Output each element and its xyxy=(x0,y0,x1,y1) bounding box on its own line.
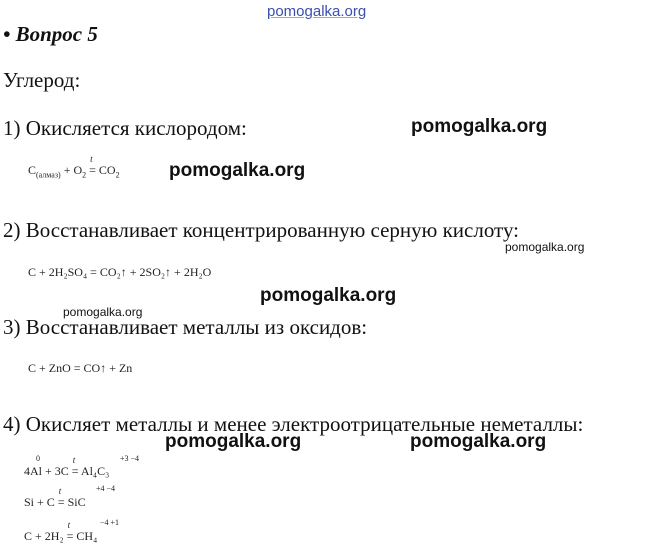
watermark-top[interactable]: pomogalka.org xyxy=(267,3,367,20)
question-heading: • Вопрос 5 xyxy=(3,22,98,46)
item-1-title: 1) Окисляется кислородом: xyxy=(3,116,247,140)
watermark: pomogalka.org xyxy=(505,240,585,254)
equation-4 xyxy=(24,455,110,479)
equation-6 xyxy=(24,520,98,544)
eq5-left: Si + C xyxy=(24,495,55,509)
eq4-ox-right: +3 −4 xyxy=(120,454,140,463)
eq4-ox-left: 0 xyxy=(36,454,40,463)
eq1-rsub: 2 xyxy=(115,170,120,180)
equation-5 xyxy=(24,486,86,510)
eq1-note: (алмаз) xyxy=(36,170,61,180)
watermark: pomogalka.org xyxy=(260,285,397,306)
eq4-left: 4Al + 3C xyxy=(24,464,69,478)
item-4-title: 4) Окисляет металлы и менее электроотрицательные неметаллы: xyxy=(3,412,584,436)
eq1-arrow: = t xyxy=(89,154,96,177)
eq6-left: C + 2H₂ xyxy=(24,529,64,543)
item-3-title: 3) Восстанавливает металлы из оксидов: xyxy=(3,315,368,339)
eq5-right: SiC xyxy=(67,495,86,509)
eq1-plus: + O xyxy=(63,163,83,177)
watermark: pomogalka.org xyxy=(63,305,143,319)
eq6-right: CH₄ xyxy=(76,529,98,543)
watermark: pomogalka.org xyxy=(165,431,302,452)
equation-3: C + ZnO = CO↑ + Zn xyxy=(28,361,133,375)
eq1-o2sub: 2 xyxy=(82,170,87,180)
equation-1 xyxy=(28,154,120,180)
equation-2: C + 2H₂SO₄ = CO₂↑ + 2SO₂↑ + 2H₂O xyxy=(28,265,212,279)
eq1-right: CO xyxy=(98,163,116,177)
eq1-left: C xyxy=(28,163,37,177)
eq6-arrow: = t xyxy=(66,520,74,543)
watermark: pomogalka.org xyxy=(410,431,547,452)
watermark: pomogalka.org xyxy=(169,160,306,181)
eq5-arrow: = t xyxy=(57,486,65,509)
subject-label: Углерод: xyxy=(3,68,81,92)
eq6-ox-right: −4 +1 xyxy=(100,518,120,527)
watermark: pomogalka.org xyxy=(411,116,548,137)
item-2-title: 2) Восстанавливает концентрированную серную кислоту: xyxy=(3,218,520,242)
eq5-ox-right: +4 −4 xyxy=(96,484,116,493)
eq4-right: Al₄C₃ xyxy=(80,464,110,478)
eq4-arrow: = t xyxy=(71,455,79,478)
